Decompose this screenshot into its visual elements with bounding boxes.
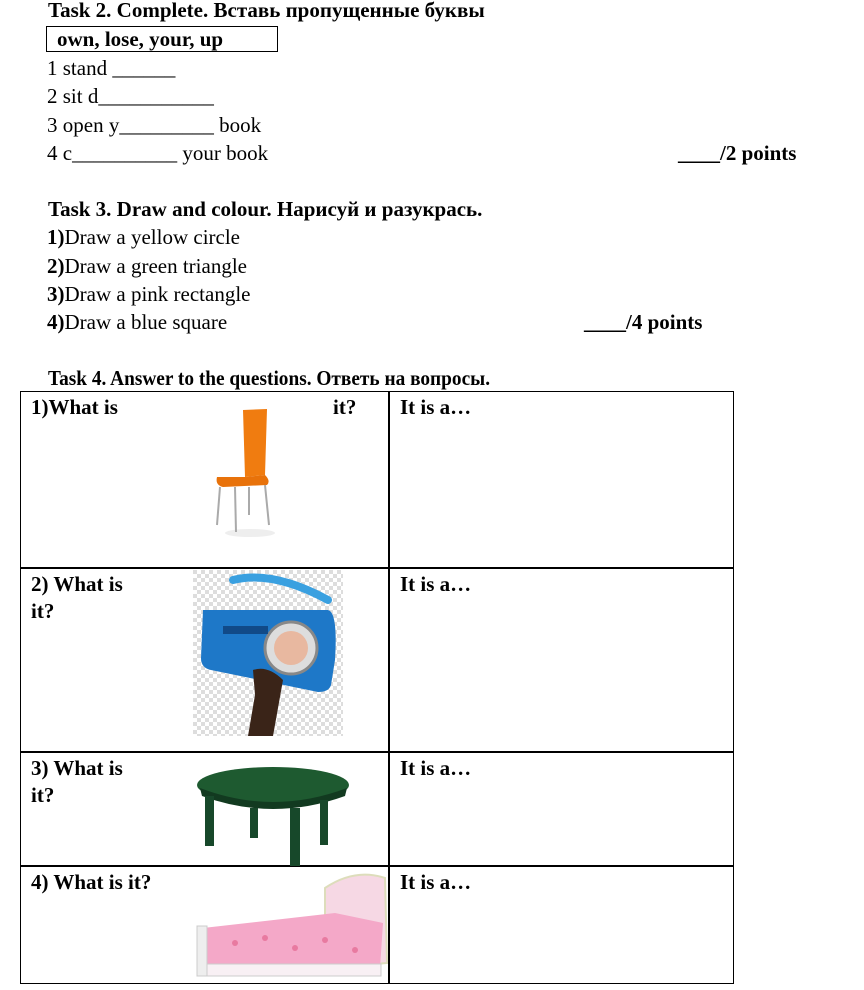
answer-prompt-4: It is a… (400, 870, 472, 894)
task3-item-2 (47, 254, 247, 278)
question-3-end: it? (31, 783, 55, 807)
question-2: 2) What is (31, 572, 123, 596)
question-1: 1)What is (31, 395, 118, 419)
item-number: 2) (47, 254, 65, 278)
item-text: Draw a green triangle (64, 254, 247, 278)
task2-item-4: 4 c__________ your book (47, 141, 269, 165)
item-number: 1) (47, 225, 65, 249)
item-number: 3) (47, 282, 65, 306)
answer-prompt-1: It is a… (400, 395, 472, 419)
task3-item-4 (47, 310, 227, 334)
task4-title-text: Task 4. Answer to the questions. Ответь на вопросы. (48, 366, 491, 390)
chair-image (205, 405, 295, 540)
item-text: Draw a blue square (64, 310, 228, 334)
task3-item-1 (47, 225, 240, 249)
task2-item-3: 3 open y_________ book (47, 113, 262, 137)
word-bank: own, lose, your, up (57, 27, 224, 51)
task3-title: Task 3. Draw and colour. Нарисуй и разукрась. (48, 197, 483, 221)
task2-points: ____/2 points (678, 141, 797, 165)
radio-image (193, 570, 343, 736)
task3-item-3 (47, 282, 251, 306)
task4-title (48, 366, 529, 390)
question-4: 4) What is it? (31, 870, 152, 894)
question-2-end: it? (31, 599, 55, 623)
answer-prompt-3: It is a… (400, 756, 472, 780)
item-text: Draw a yellow circle (64, 225, 240, 249)
item-text: Draw a pink rectangle (64, 282, 251, 306)
question-1-end: it? (333, 395, 357, 419)
task3-points: ____/4 points (584, 310, 703, 334)
table-image (195, 760, 355, 868)
item-number: 4) (47, 310, 65, 334)
task2-item-1: 1 stand ______ (47, 56, 176, 80)
task2-title: Task 2. Complete. Вставь пропущенные буквы (48, 0, 485, 22)
question-3: 3) What is (31, 756, 123, 780)
task2-item-2: 2 sit d___________ (47, 84, 214, 108)
answer-prompt-2: It is a… (400, 572, 472, 596)
bed-image (195, 868, 390, 982)
